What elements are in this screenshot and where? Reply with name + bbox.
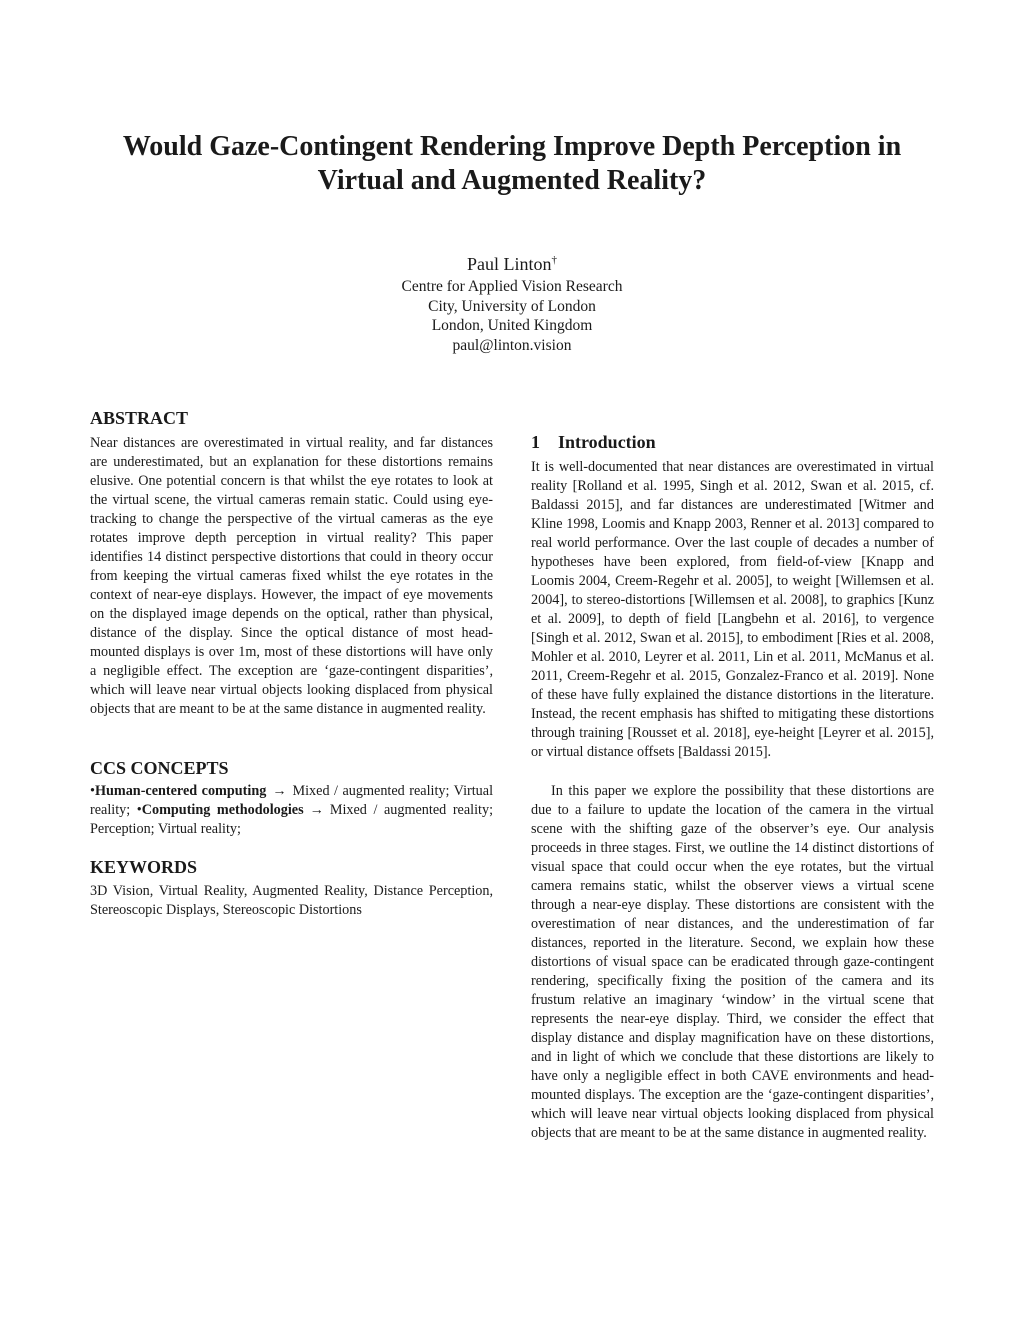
- paper-title-line-1: Would Gaze-Contingent Rendering Improve Depth Perception in: [122, 131, 902, 162]
- introduction-paragraph-1: It is well-documented that near distances are overestimated in virtual reality [Rolland et al. 1995, Singh et al. 2012, Swan et al. 2015, cf. Baldassi 2015], and far distances are underestimated [Witmer and Kline 1998, Loomis and Knapp 2003, Renner et al. 2013] compared to real world performance. Over the last couple of decades a number of hypotheses have been explored, from field-of-view [Knapp and Loomis 2004, Creem-Regehr et al. 2005], to weight [Willemsen et al. 2004], to stereo-distortions [Willemsen et al. 2008], to graphics [Kunz et al. 2009], to depth of field [Langbehn et al. 2016], to vergence [Singh et al. 2012, Swan et al. 2015], to embodiment [Ries et al. 2008, Mohler et al. 2010, Leyrer et al. 2011, Lin et al. 2011, McManus et al. 2011, Creem-Regehr et al. 2015, Gonzalez-Franco et al. 2019]. None of these have fully explained the distance distortions in the literature. Instead, the recent emphasis has shifted to mitigating these distortions through training [Rousset et al. 2018], eye-height [Leyrer et al. 2015], or virtual distance offsets [Baldassi 2015].: [531, 459, 934, 760]
- author-affiliation-2: City, University of London: [428, 297, 596, 315]
- paper-title: [80, 130, 944, 198]
- author-affiliation-1: Centre for Applied Vision Research: [401, 278, 623, 295]
- ccs-desc-2: Mixed / augmented reality; Perception; Virtual reality;: [90, 802, 494, 837]
- author-affiliation-3: London, United Kingdom: [431, 317, 593, 334]
- author-name-text: Paul Linton: [467, 254, 552, 274]
- ccs-heading: CCS CONCEPTS: [90, 758, 229, 778]
- ccs-arrow-1: →: [272, 783, 287, 799]
- ccs-bullet-1: •: [90, 783, 95, 799]
- introduction-paragraph-2: In this paper we explore the possibility that these distortions are due to a failure to update the location of the camera in the virtual scene with the shifting gaze of the observer’s eye. Our analysis proceeds in three stages. First, we outline the 14 distinct distortions of visual space that could occur when the eye rotates, but the virtual camera remains static, whilst the observer views a virtual scene through a near-eye display. These distortions are consistent with the overestimation of near distances, and the underestimation of far distances, reported in the literature. Second, we explain how these distortions of visual space can be eradicated through gaze-contingent rendering, specifically fixing the position of the camera and its frustum relative an imaginary ‘window’ in the virtual scene that represents the near-eye display. Third, we consider the effect that display distance and display magnification have on these distortions, and in light of which we conclude that these distortions are likely to have only a negligible effect in both CAVE environments and head-mounted displays. The exception are the ‘gaze-contingent disparities’, which will leave near virtual objects looking displaced from physical objects that are meant to be at the same distance in augmented reality.: [531, 783, 934, 1141]
- abstract-heading: ABSTRACT: [90, 408, 189, 428]
- introduction-title: Introduction: [558, 432, 656, 452]
- introduction-number: 1: [531, 432, 540, 452]
- paper-title-line-2: Virtual and Augmented Reality?: [317, 165, 707, 196]
- ccs-bullet-2: •: [136, 802, 142, 818]
- ccs-arrow-2: →: [309, 802, 324, 818]
- author-block: [312, 248, 712, 355]
- author-email: paul@linton.vision: [452, 336, 572, 354]
- introduction-heading: [531, 431, 656, 453]
- keywords-heading: KEYWORDS: [90, 857, 198, 877]
- ccs-term-human-centered: Human-centered computing: [94, 783, 267, 799]
- ccs-text: [90, 782, 493, 839]
- author-footnote-mark: †: [551, 254, 557, 266]
- author-name: [312, 248, 712, 276]
- ccs-desc-1: Mixed / augmented reality; Virtual reality;: [90, 783, 494, 818]
- keywords-text: 3D Vision, Virtual Reality, Augmented Reality, Distance Perception, Stereoscopic Displays, Stereoscopic Distortions: [90, 883, 493, 918]
- abstract-text: Near distances are overestimated in virtual reality, and far distances are underestimated, but an explanation for these distortions remains elusive. One potential concern is that whilst the eye rotates to look at the virtual scene, the virtual cameras remain static. Could using eye-tracking to change the perspective of the virtual cameras as the eye rotates improve depth perception in virtual reality? This paper identifies 14 distinct perspective distortions that could in theory occur from keeping the virtual cameras fixed whilst the eye rotates in the context of near-eye displays. However, the impact of eye movements on the displayed image depends on the optical, rather than physical, distance of the display. Since the optical distance of most head-mounted displays is over 1m, most of these distortions will have only a negligible effect. The exception are ‘gaze-contingent disparities’, which will leave near virtual objects looking displaced from physical objects that are meant to be at the same distance in augmented reality.: [90, 435, 493, 717]
- ccs-term-computing-methodologies: Computing methodologies: [141, 802, 304, 818]
